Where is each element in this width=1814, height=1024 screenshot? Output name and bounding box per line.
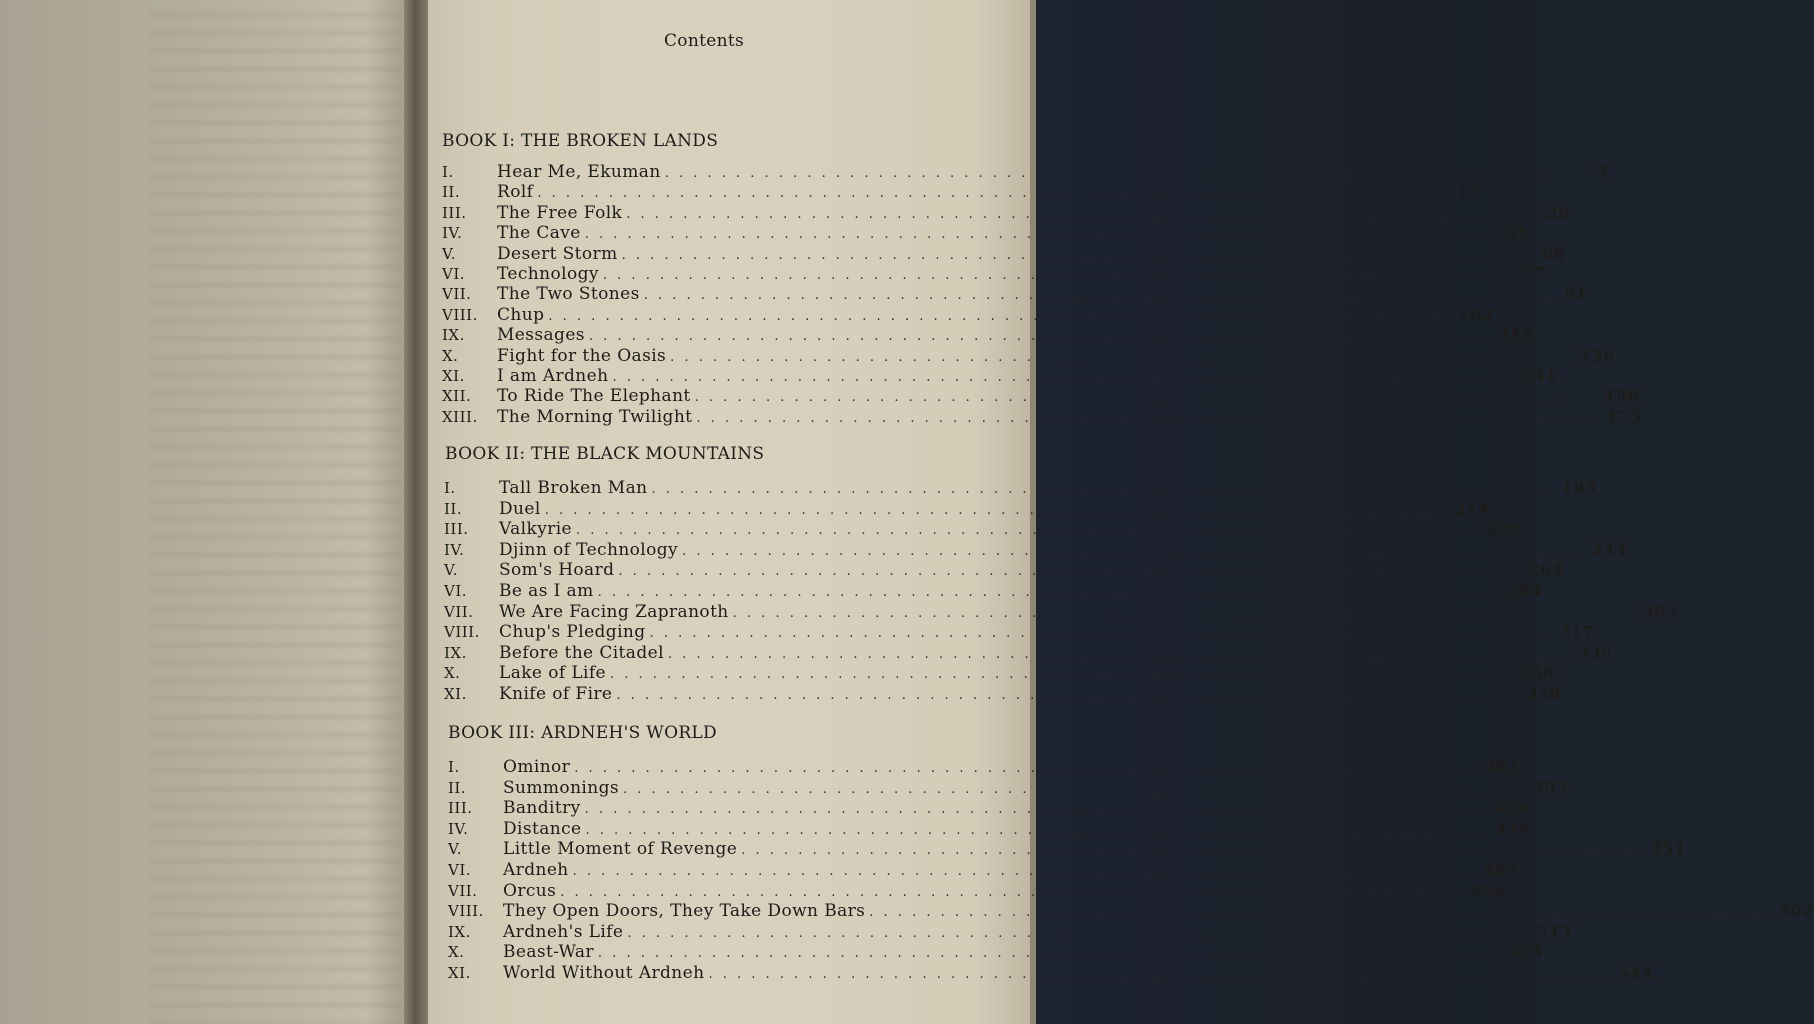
dot-leader: . . . . . . . . . . . . . . . . . . . . . . . . . . . . . . . . . . . . . . . . . . . . . . . . . . . . . . . . . . . . . . . .: [574, 761, 1481, 776]
page-number: 383: [1484, 757, 1519, 776]
chapter-number: VII.: [442, 285, 472, 304]
dot-leader: . . . . . . . . . . . . . . . . . . . . . . . . . . . . . . . . . . . . . . . . . . . . . . . . . . . . . . . . . . . . . . . .: [627, 925, 1534, 941]
chapter-number: X.: [442, 346, 459, 365]
toc-entry: [444, 581, 1543, 602]
page-number: 51: [1505, 223, 1529, 243]
chapter-title: Ardneh's Life: [503, 921, 624, 942]
page-number: 141: [1522, 366, 1558, 385]
chapter-title: Fight for the Oasis: [497, 345, 667, 366]
chapter-number: VIII.: [448, 902, 484, 921]
toc-entry: [444, 498, 1490, 520]
chapter-number: VII.: [448, 881, 478, 900]
page-number: 434: [1495, 818, 1531, 838]
toc-entry: [444, 519, 1521, 540]
dot-leader: . . . . . . . . . . . . . . . . . . . . . . . . . . . . . . . . . . . . . . . . . . . . . . . . . . . . . . . . . . . . . . . .: [572, 864, 1479, 879]
page-number: 91: [1564, 284, 1588, 304]
toc-entry: [444, 684, 1562, 705]
chapter-title: Technology: [497, 264, 599, 284]
toc-entry: [448, 839, 1686, 860]
page-number: 284: [1507, 581, 1543, 600]
toc-entry: [448, 942, 1543, 963]
dot-leader: . . . . . . . . . . . . . . . . . . . . . . . . . . . . . . . . . . . . . . . . . . . . . . . . . . . . . . . . . . . . . . . .: [585, 822, 1492, 838]
chapter-number: XI.: [444, 685, 467, 703]
dot-leader: . . . . . . . . . . . . . . . . . . . . . . . . . . . . . . . . . . . . . . . . . . . . . . . . . . . . . . . . . . . . . . . .: [544, 502, 1451, 518]
page-number: 502: [1779, 901, 1814, 921]
toc-entry: [448, 963, 1654, 984]
dot-leader: . . . . . . . . . . . . . . . . . . . . . . . . . . . . . . . . . . . . . . . . . . . . . . . . . . . . . . . . . . . . . . . .: [621, 247, 1528, 263]
chapter-number: IX.: [442, 326, 465, 345]
dot-leader: . . . . . . . . . . . . . . . . . . . . . . . . . . . . . . . . . . . . . . . . . . . . . . . . . . . . . . . . . . . . . . . .: [682, 543, 1588, 559]
chapter-title: Chup's Pledging: [499, 622, 646, 643]
chapter-title: Ardneh: [503, 860, 569, 880]
dot-leader: . . . . . . . . . . . . . . . . . . . . . . . . . . . . . . . . . . . . . . . . . . . . . . . . . . . . . . . . . . . . . . . .: [626, 206, 1533, 222]
toc-entry: [448, 921, 1573, 943]
chapter-title: Ominor: [503, 757, 571, 777]
toc-entry: [448, 777, 1568, 799]
page-number: 77: [1523, 264, 1547, 283]
toc-entry: [444, 539, 1627, 561]
chapter-title: Chup: [497, 304, 545, 325]
toc-entry: [444, 601, 1678, 623]
chapter-title: Little Moment of Revenge: [503, 839, 738, 860]
toc-entry: [442, 366, 1558, 387]
page-number: 465: [1482, 860, 1518, 879]
chapter-title: Messages: [497, 325, 585, 346]
toc-entry: [444, 560, 1564, 581]
dot-leader: . . . . . . . . . . . . . . . . . . . . . . . . . . . . . . . . . . . . . . . . . . . . . . . . . . . . . . . . . . . . . . . .: [869, 905, 1776, 921]
chapter-number: III.: [442, 203, 467, 222]
dot-leader: . . . . . . . . . . . . . . . . . . . . . . . . . . . . . . . . . . . . . . . . . . . . . . . . . . . . . . . . . . . . . . . .: [732, 605, 1639, 621]
dot-leader: . . . . . . . . . . . . . . . . . . . . . . . . . . . . . . . . . . . . . . . . . . . . . . . . . . . . . . . . . . . . . . . .: [696, 410, 1603, 426]
page-number: 305: [1642, 601, 1678, 621]
toc-entry: [442, 264, 1547, 285]
page-number: 358: [1526, 684, 1562, 703]
dot-leader: . . . . . . . . . . . . . . . . . . . . . . . . . . . . . . . . . . . . . . . . . . . . . . . . . . . . . . . . . . . . . . . .: [618, 564, 1525, 580]
page-number: 544: [1618, 963, 1654, 982]
dot-leader: . . . . . . . . . . . . . . . . . . . . . . . . . . . . . . . . . . . . . . . . . . . . . . . . . . . . . . . . . . . . . . . .: [664, 166, 1571, 181]
chapter-title: The Cave: [497, 223, 581, 244]
toc-entry: [442, 284, 1588, 305]
toc-entry: [448, 798, 1530, 819]
toc-entry: [442, 202, 1571, 224]
toc-entry: [442, 162, 1609, 183]
page-number: 195: [1561, 478, 1597, 497]
chapter-number: V.: [442, 244, 456, 263]
chapter-number: II.: [442, 183, 461, 202]
toc-entry: [442, 386, 1640, 407]
chapter-title: The Morning Twilight: [497, 406, 693, 427]
chapter-title: Som's Hoard: [499, 560, 615, 581]
page-number: 228: [1485, 519, 1521, 539]
dot-leader: . . . . . . . . . . . . . . . . . . . . . . . . . . . . . . . . . . . . . . . . . . . . . . . . . . . . . . . . . . . . . . . .: [667, 646, 1574, 662]
chapter-title: We Are Facing Zapranoth: [499, 601, 729, 622]
page-number: 406: [1494, 798, 1530, 818]
dot-leader: . . . . . . . . . . . . . . . . . . . . . . . . . . . . . . . . . . . . . . . . . . . . . . . . . . . . . . . . . . . . . . . .: [670, 349, 1576, 365]
toc-entry: [442, 243, 1566, 265]
page-number: 395: [1532, 777, 1568, 797]
chapter-number: XIII.: [442, 407, 478, 426]
chapter-title: Banditry: [503, 798, 581, 819]
chapter-number: VI.: [444, 582, 468, 600]
dot-leader: . . . . . . . . . . . . . . . . . . . . . . . . . . . . . . . . . . . . . . . . . . . . . . . . . . . . . . . . . . . . . . . .: [616, 688, 1523, 703]
chapter-title: World Without Ardneh: [503, 963, 705, 983]
chapter-number: VI.: [448, 861, 472, 879]
chapter-title: The Free Folk: [497, 202, 623, 223]
chapter-number: III.: [448, 799, 473, 818]
book-gutter: [404, 0, 428, 1024]
chapter-number: III.: [444, 520, 469, 539]
chapter-title: Orcus: [503, 880, 557, 901]
chapter-title: The Two Stones: [497, 284, 640, 305]
dot-leader: . . . . . . . . . . . . . . . . . . . . . . . . . . . . . . . . . . . . . . . . . . . . . . . . . . . . . . . . . . . . . . . .: [651, 482, 1558, 497]
dot-leader: . . . . . . . . . . . . . . . . . . . . . . . . . . . . . . . . . . . . . . . . . . . . . . . . . . . . . . . . . . . . . . . .: [610, 667, 1516, 683]
chapter-title: Knife of Fire: [499, 684, 613, 704]
chapter-title: Djinn of Technology: [499, 539, 679, 560]
page-number: 68: [1542, 243, 1566, 263]
book-heading: BOOK II: THE BLACK MOUNTAINS: [445, 444, 765, 464]
chapter-title: They Open Doors, They Take Down Bars: [503, 901, 866, 922]
toc-entry: [448, 860, 1518, 881]
dot-leader: . . . . . . . . . . . . . . . . . . . . . . . . . . . . . . . . . . . . . . . . . . . . . . . . . . . . . . . . . . . . . . . .: [597, 946, 1504, 962]
chapter-number: V.: [444, 561, 458, 580]
chapter-number: IX.: [448, 922, 471, 941]
chapter-number: VI.: [442, 265, 466, 283]
toc-entry: [442, 325, 1534, 346]
toc-entry: [448, 880, 1505, 902]
chapter-number: II.: [448, 778, 467, 797]
chapter-number: VIII.: [444, 623, 480, 642]
toc-entry: [448, 757, 1519, 778]
chapter-number: IX.: [444, 643, 467, 662]
toc-entry: [448, 901, 1814, 922]
chapter-number: X.: [444, 664, 461, 683]
dot-leader: . . . . . . . . . . . . . . . . . . . . . . . . . . . . . . . . . . . . . . . . . . . . . . . . . . . . . . . . . . . . . . . .: [649, 626, 1556, 642]
chapter-number: I.: [448, 758, 460, 776]
page-number: 29: [1546, 202, 1571, 222]
page-number: 523: [1507, 942, 1543, 962]
dot-leader: . . . . . . . . . . . . . . . . . . . . . . . . . . . . . . . . . . . . . . . . . . . . . . . . . . . . . . . . . . . . . . . .: [708, 967, 1615, 982]
toc-entry: [444, 642, 1613, 664]
dot-leader: . . . . . . . . . . . . . . . . . . . . . . . . . . . . . . . . . . . . . . . . . . . . . . . . . . . . . . . . . . . . . . . .: [612, 370, 1519, 385]
chapter-title: Duel: [499, 498, 541, 519]
toc-entry: [442, 345, 1615, 367]
dot-leader: . . . . . . . . . . . . . . . . . . . . . . . . . . . . . . . . . . . . . . . . . . . . . . . . . . . . . . . . . . . . . . . .: [694, 390, 1601, 406]
page-number: 244: [1591, 539, 1627, 559]
toc-entry: [442, 406, 1642, 428]
page-number: 339: [1577, 642, 1613, 662]
page-number: 317: [1559, 622, 1595, 642]
dot-leader: . . . . . . . . . . . . . . . . . . . . . . . . . . . . . . . . . . . . . . . . . . . . . . . . . . . . . . . . . . . . . . . .: [584, 802, 1491, 818]
page-number: 175: [1606, 406, 1642, 426]
toc-entry: [442, 304, 1494, 326]
page-number: 214: [1454, 498, 1490, 518]
page-number: 102: [1458, 304, 1494, 324]
chapter-title: Valkyrie: [499, 519, 573, 540]
dot-leader: . . . . . . . . . . . . . . . . . . . . . . . . . . . . . . . . . . . . . . . . . . . . . . . . . . . . . . . . . . . . . . . .: [643, 288, 1550, 304]
chapter-number: XI.: [448, 964, 471, 982]
toc-entry: [444, 478, 1597, 499]
page-number: 3: [1596, 162, 1609, 181]
chapter-title: Rolf: [497, 182, 534, 203]
chapter-number: XII.: [442, 387, 472, 406]
toc-entry: [442, 182, 1482, 203]
chapter-number: I.: [444, 479, 456, 497]
dot-leader: . . . . . . . . . . . . . . . . . . . . . . . . . . . . . . . . . . . . . . . . . . . . . . . . . . . . . . . . . . . . . . . .: [623, 781, 1529, 797]
chapter-number: V.: [448, 840, 462, 859]
chapter-number: X.: [448, 943, 465, 962]
chapter-number: VII.: [444, 602, 474, 621]
dot-leader: . . . . . . . . . . . . . . . . . . . . . . . . . . . . . . . . . . . . . . . . . . . . . . . . . . . . . . . . . . . . . . . .: [588, 329, 1495, 345]
chapter-number: IV.: [448, 819, 469, 838]
chapter-title: Tall Broken Man: [499, 478, 648, 498]
chapter-title: I am Ardneh: [497, 366, 609, 386]
chapter-title: Be as I am: [499, 581, 594, 601]
chapter-number: II.: [444, 499, 463, 518]
dot-leader: . . . . . . . . . . . . . . . . . . . . . . . . . . . . . . . . . . . . . . . . . . . . . . . . . . . . . . . . . . . . . . . .: [537, 186, 1444, 202]
chapter-number: I.: [442, 163, 454, 181]
chapter-number: VIII.: [442, 305, 478, 324]
bleed-through-text: [150, 0, 400, 1024]
toc-entry: [444, 622, 1595, 643]
page-number: 13: [1457, 182, 1482, 202]
toc-entry: [442, 223, 1529, 244]
dot-leader: . . . . . . . . . . . . . . . . . . . . . . . . . . . . . . . . . . . . . . . . . . . . . . . . . . . . . . . . . . . . . . . .: [741, 843, 1648, 859]
page-number: 350: [1519, 663, 1555, 683]
page-number: 451: [1651, 839, 1686, 859]
toc-entry: [448, 818, 1531, 840]
chapter-title: Distance: [503, 818, 582, 839]
chapter-number: IV.: [444, 540, 465, 559]
chapter-title: Summonings: [503, 777, 620, 798]
dot-leader: . . . . . . . . . . . . . . . . . . . . . . . . . . . . . . . . . . . . . . . . . . . . . . . . . . . . . . . . . . . . . . . .: [576, 523, 1482, 539]
chapter-title: To Ride The Elephant: [497, 386, 691, 407]
chapter-title: Beast-War: [503, 942, 594, 963]
toc-entry: [444, 663, 1555, 684]
chapter-number: XI.: [442, 367, 465, 385]
dot-leader: . . . . . . . . . . . . . . . . . . . . . . . . . . . . . . . . . . . . . . . . . . . . . . . . . . . . . . . . . . . . . . . .: [597, 585, 1504, 600]
dot-leader: . . . . . . . . . . . . . . . . . . . . . . . . . . . . . . . . . . . . . . . . . . . . . . . . . . . . . . . . . . . . . . . .: [560, 884, 1467, 900]
dot-leader: . . . . . . . . . . . . . . . . . . . . . . . . . . . . . . . . . . . . . . . . . . . . . . . . . . . . . . . . . . . . . . . .: [548, 308, 1455, 324]
chapter-title: Lake of Life: [499, 663, 606, 684]
chapter-title: Desert Storm: [497, 243, 618, 264]
page-title: Contents: [664, 31, 744, 51]
chapter-title: Before the Citadel: [499, 642, 664, 663]
page-number: 513: [1537, 921, 1573, 941]
page-number: 486: [1470, 880, 1505, 900]
page-number: 156: [1604, 386, 1640, 406]
page-number: 118: [1498, 325, 1534, 345]
book-heading: BOOK I: THE BROKEN LANDS: [442, 131, 719, 151]
page-number: 263: [1528, 560, 1564, 580]
chapter-number: IV.: [442, 224, 463, 243]
page-number: 128: [1579, 345, 1615, 365]
left-page: [0, 0, 416, 1024]
book-heading: BOOK III: ARDNEH'S WORLD: [448, 723, 717, 743]
chapter-title: Hear Me, Ekuman: [497, 162, 661, 182]
dot-leader: . . . . . . . . . . . . . . . . . . . . . . . . . . . . . . . . . . . . . . . . . . . . . . . . . . . . . . . . . . . . . . . .: [584, 227, 1491, 243]
dot-leader: . . . . . . . . . . . . . . . . . . . . . . . . . . . . . . . . . . . . . . . . . . . . . . . . . . . . . . . . . . . . . . . .: [602, 268, 1509, 283]
